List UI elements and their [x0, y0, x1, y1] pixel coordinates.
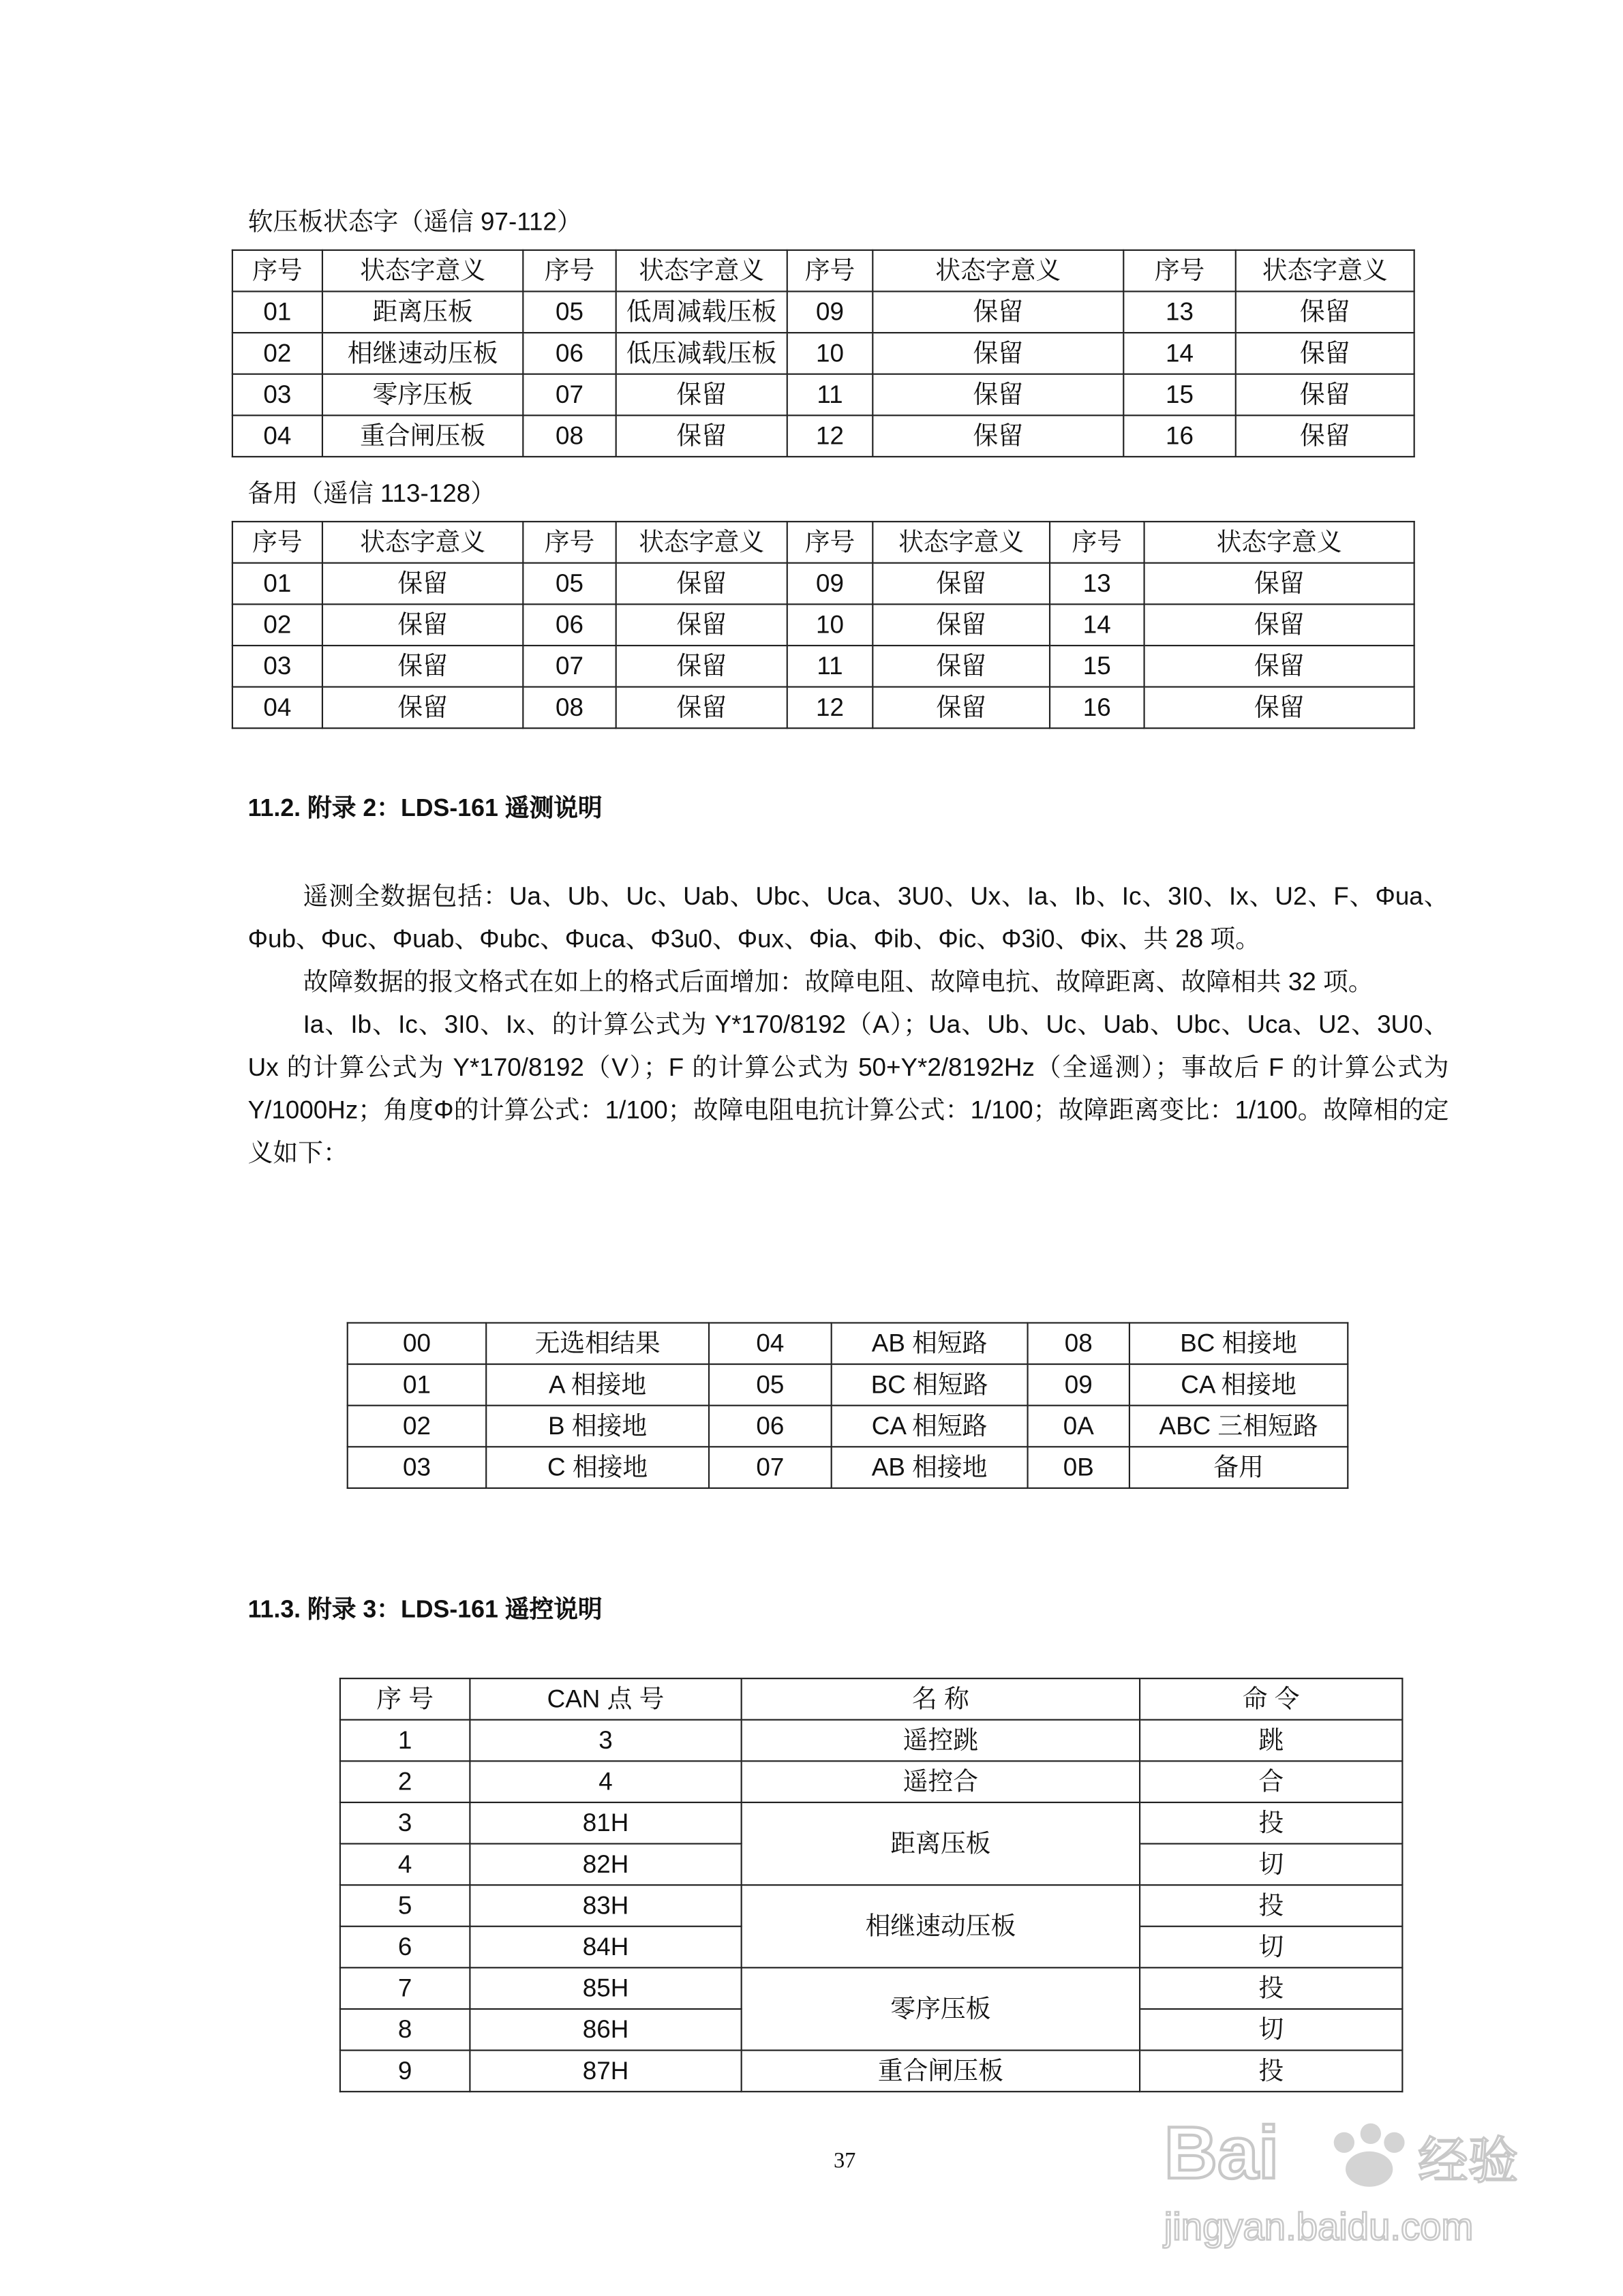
table-cell: 04 [709, 1323, 832, 1364]
table-cell: 05 [523, 563, 616, 605]
paragraph: 遥测全数据包括：Ua、Ub、Uc、Uab、Ubc、Uca、3U0、Ux、Ia、Ib、Ic、3I0、Ix、U2、F、Φua、Φub、Φuc、Φuab、Φubc、Φuca、Φ3u0、Φux、Φia、Φib、Φic、Φ3i0、Φix、共 28 项。 [247, 882, 1449, 954]
table-row [348, 1323, 1348, 1364]
table-cell: 保留 [1236, 333, 1414, 374]
can-point-cell: 83H [470, 1885, 741, 1927]
table-cell: 低压减载压板 [616, 333, 787, 374]
soft-plate-status-table [232, 250, 1415, 457]
command-cell: 投 [1140, 1885, 1402, 1927]
table-cell: 10 [787, 333, 873, 374]
command-cell: 切 [1140, 1927, 1402, 1968]
table-cell: 低周减载压板 [616, 291, 787, 333]
table-cell: 保留 [616, 646, 787, 687]
table-cell: 14 [1123, 333, 1236, 374]
table-cell: 保留 [616, 563, 787, 605]
table-cell: 05 [523, 291, 616, 333]
table-cell: 07 [709, 1447, 832, 1488]
table-cell: AB 相短路 [832, 1323, 1028, 1364]
table-cell: 01 [232, 563, 322, 605]
table-cell: 保留 [1236, 291, 1414, 333]
appendix2-body [248, 875, 1449, 1175]
table-cell: 09 [787, 291, 873, 333]
table-cell: 14 [1050, 604, 1144, 646]
table-cell: 09 [1028, 1364, 1129, 1406]
number-cell: 5 [340, 1885, 470, 1927]
fault-phase-table [347, 1322, 1349, 1489]
table-cell: 保留 [322, 646, 523, 687]
table-cell: 保留 [1144, 646, 1414, 687]
can-point-cell: 87H [470, 2051, 741, 2092]
table-cell: 无选相结果 [486, 1323, 709, 1364]
table-cell: 03 [348, 1447, 486, 1488]
header-cell: 序号 [232, 522, 322, 563]
table-row [232, 604, 1414, 646]
appendix2-heading: 11.2. 附录 2：LDS-161 遥测说明 [247, 795, 603, 822]
table-cell: 00 [348, 1323, 486, 1364]
table-cell: 保留 [873, 646, 1050, 687]
table-cell: 04 [232, 687, 322, 729]
table-row [340, 1885, 1402, 1927]
name-cell: 距离压板 [742, 1802, 1140, 1885]
table-cell: 备用 [1129, 1447, 1348, 1488]
table-cell: 保留 [873, 374, 1123, 416]
header-cell: 状态字意义 [616, 522, 787, 563]
table-cell: A 相接地 [486, 1364, 709, 1406]
table-cell: 04 [232, 415, 322, 457]
command-cell: 投 [1140, 1967, 1402, 2009]
can-point-cell: 81H [470, 1802, 741, 1844]
command-cell: 合 [1140, 1761, 1402, 1802]
remote-control-table [339, 1678, 1404, 2092]
table-cell: 12 [787, 687, 873, 729]
table-cell: 03 [232, 646, 322, 687]
header-cell: CAN 点 号 [470, 1678, 741, 1720]
baidu-jingyan-logo-icon [1158, 2092, 1542, 2254]
table-cell: 06 [523, 333, 616, 374]
table-cell: 16 [1050, 687, 1144, 729]
table-cell: 距离压板 [322, 291, 523, 333]
table-row [232, 291, 1414, 333]
header-cell: 状态字意义 [873, 522, 1050, 563]
table-cell: 保留 [616, 687, 787, 729]
table-row [340, 1967, 1402, 2009]
header-cell: 状态字意义 [322, 522, 523, 563]
table-cell: 重合闸压板 [322, 415, 523, 457]
table-cell: 11 [787, 374, 873, 416]
page-number: 37 [833, 2149, 856, 2174]
table-cell: 保留 [322, 687, 523, 729]
table-row [340, 1802, 1402, 1844]
number-cell: 7 [340, 1967, 470, 2009]
table-cell: CA 相接地 [1129, 1364, 1348, 1406]
command-cell: 跳 [1140, 1720, 1402, 1762]
header-cell: 序号 [1050, 522, 1144, 563]
header-cell: 状态字意义 [1236, 250, 1414, 292]
table-cell: 07 [523, 374, 616, 416]
table-cell: C 相接地 [486, 1447, 709, 1488]
table-row [232, 415, 1414, 457]
table-cell: BC 相接地 [1129, 1323, 1348, 1364]
table-cell: 13 [1050, 563, 1144, 605]
table-cell: 06 [709, 1406, 832, 1447]
table-cell: 07 [523, 646, 616, 687]
table-cell: 05 [709, 1364, 832, 1406]
table-cell: 保留 [873, 291, 1123, 333]
number-cell: 9 [340, 2051, 470, 2092]
header-cell: 状态字意义 [616, 250, 787, 292]
table-cell: CA 相短路 [832, 1406, 1028, 1447]
table-cell: 保留 [616, 415, 787, 457]
table-cell: AB 相接地 [832, 1447, 1028, 1488]
table-cell: 12 [787, 415, 873, 457]
table-cell: 16 [1123, 415, 1236, 457]
table-cell: 保留 [1236, 374, 1414, 416]
command-cell: 切 [1140, 2009, 1402, 2051]
table-row [348, 1364, 1348, 1406]
svg-text:经验: 经验 [1418, 2132, 1519, 2190]
table-row [232, 374, 1414, 416]
name-cell: 遥控跳 [742, 1720, 1140, 1762]
paragraph: 故障数据的报文格式在如上的格式后面增加：故障电阻、故障电抗、故障距离、故障相共 32 项。 [303, 967, 1374, 997]
table-row [232, 563, 1414, 605]
table-row [232, 687, 1414, 729]
table-cell: 06 [523, 604, 616, 646]
number-cell: 6 [340, 1927, 470, 1968]
table-cell: 09 [787, 563, 873, 605]
table-row [232, 333, 1414, 374]
table-cell: 15 [1123, 374, 1236, 416]
table-cell: 13 [1123, 291, 1236, 333]
table-cell: 08 [523, 415, 616, 457]
table-row [340, 2051, 1402, 2092]
table-cell: 02 [348, 1406, 486, 1447]
table-cell: 保留 [1144, 563, 1414, 605]
number-cell: 1 [340, 1720, 470, 1762]
header-cell: 序号 [787, 250, 873, 292]
can-point-cell: 82H [470, 1844, 741, 1886]
table-cell: 0B [1028, 1447, 1129, 1488]
table-row [348, 1406, 1348, 1447]
can-point-cell: 85H [470, 1967, 741, 2009]
name-cell: 相继速动压板 [742, 1885, 1140, 1967]
table-cell: 保留 [873, 415, 1123, 457]
number-cell: 2 [340, 1761, 470, 1802]
command-cell: 切 [1140, 1844, 1402, 1886]
header-cell: 序号 [1123, 250, 1236, 292]
name-cell: 遥控合 [742, 1761, 1140, 1802]
header-cell: 状态字意义 [1144, 522, 1414, 563]
table-cell: 08 [523, 687, 616, 729]
header-cell: 序号 [232, 250, 322, 292]
header-cell: 序号 [523, 522, 616, 563]
table-cell: 保留 [873, 687, 1050, 729]
command-cell: 投 [1140, 2051, 1402, 2092]
table-cell: 03 [232, 374, 322, 416]
table-cell: ABC 三相短路 [1129, 1406, 1348, 1447]
paragraph: Ia、Ib、Ic、3I0、Ix、的计算公式为 Y*170/8192（A）；Ua、Ub、Uc、Uab、Ubc、Uca、U2、3U0、Ux 的计算公式为 Y*170/8192（V）；F 的计算公式为 50+Y*2/8192Hz（全遥测）；事故后 F 的计算公式为 Y/1000Hz；角度Φ的计算公式：1/100；故障电阻电抗计算公式：1/100；故障距离变比：1/100。故障相的定义如下： [247, 1010, 1449, 1168]
table-cell: 11 [787, 646, 873, 687]
can-point-cell: 4 [470, 1761, 741, 1802]
table-cell: 保留 [1236, 415, 1414, 457]
svg-text:Bai: Bai [1164, 2111, 1279, 2194]
table-cell: 02 [232, 333, 322, 374]
table-cell: 零序压板 [322, 374, 523, 416]
table-cell: 01 [232, 291, 322, 333]
table-row [340, 1720, 1402, 1762]
table-header-row [232, 522, 1414, 563]
name-cell: 重合闸压板 [742, 2051, 1140, 2092]
table-cell: 0A [1028, 1406, 1129, 1447]
header-cell: 名 称 [742, 1678, 1140, 1720]
table-cell: 保留 [873, 563, 1050, 605]
spare-caption: 备用（遥信 113-128） [247, 479, 496, 508]
header-cell: 状态字意义 [873, 250, 1123, 292]
can-point-cell: 84H [470, 1927, 741, 1968]
spare-status-table [232, 521, 1415, 729]
header-cell: 序号 [787, 522, 873, 563]
table-cell: 08 [1028, 1323, 1129, 1364]
table-cell: 10 [787, 604, 873, 646]
table-header-row [340, 1678, 1402, 1720]
table-cell: 保留 [873, 604, 1050, 646]
header-cell: 序 号 [340, 1678, 470, 1720]
appendix3-heading: 11.3. 附录 3：LDS-161 遥控说明 [247, 1596, 603, 1623]
soft-plate-caption: 软压板状态字（遥信 97-112） [247, 208, 582, 237]
table-cell: 15 [1050, 646, 1144, 687]
header-cell: 命 令 [1140, 1678, 1402, 1720]
table-cell: 保留 [322, 563, 523, 605]
header-cell: 序号 [523, 250, 616, 292]
table-cell: 01 [348, 1364, 486, 1406]
number-cell: 4 [340, 1844, 470, 1886]
table-cell: 保留 [1144, 604, 1414, 646]
can-point-cell: 3 [470, 1720, 741, 1762]
table-cell: 02 [232, 604, 322, 646]
table-row [348, 1447, 1348, 1488]
table-cell: 相继速动压板 [322, 333, 523, 374]
name-cell: 零序压板 [742, 1967, 1140, 2050]
command-cell: 投 [1140, 1802, 1402, 1844]
table-cell: 保留 [322, 604, 523, 646]
table-row [232, 646, 1414, 687]
header-cell: 状态字意义 [322, 250, 523, 292]
table-cell: 保留 [616, 604, 787, 646]
table-header-row [232, 250, 1414, 292]
can-point-cell: 86H [470, 2009, 741, 2051]
number-cell: 3 [340, 1802, 470, 1844]
table-cell: 保留 [873, 333, 1123, 374]
table-cell: 保留 [1144, 687, 1414, 729]
table-row [340, 1761, 1402, 1802]
table-cell: B 相接地 [486, 1406, 709, 1447]
svg-text:jingyan.baidu.com: jingyan.baidu.com [1164, 2205, 1474, 2248]
baidu-watermark [1158, 2092, 1542, 2254]
table-cell: 保留 [616, 374, 787, 416]
table-cell: BC 相短路 [832, 1364, 1028, 1406]
number-cell: 8 [340, 2009, 470, 2051]
